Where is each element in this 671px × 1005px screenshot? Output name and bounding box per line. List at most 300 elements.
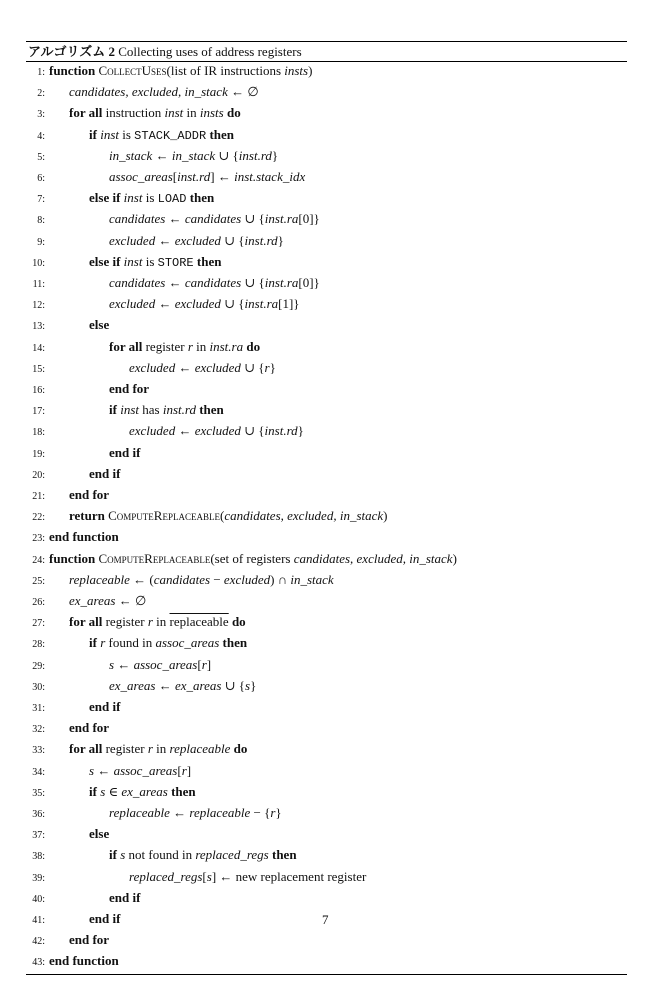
line-content — [89, 698, 120, 716]
line-number: 34: — [32, 766, 45, 778]
line-token: for all — [69, 741, 106, 757]
algorithm-line — [26, 634, 247, 652]
algorithm-line — [26, 316, 109, 334]
algorithm-line — [26, 952, 119, 970]
line-number: 41: — [32, 915, 45, 926]
line-token: instruction — [105, 105, 165, 121]
line-token: } — [277, 232, 284, 248]
line-token: ← — [152, 147, 172, 163]
line-token: function — [49, 63, 99, 78]
line-token: ] — [206, 656, 212, 672]
line-number: 40: — [32, 893, 45, 905]
line-token: ∪ { — [240, 359, 265, 375]
line-token: [1]} — [278, 296, 300, 312]
line-content — [49, 528, 119, 546]
line-token: else — [89, 317, 110, 333]
line-token: excluded — [223, 571, 271, 587]
line-token: register — [145, 338, 188, 354]
line-token: function — [49, 550, 99, 566]
line-token: r — [147, 614, 153, 630]
line-token: ComputeReplaceable — [98, 550, 211, 566]
line-token: inst.rd — [162, 402, 196, 418]
algorithm-line — [26, 846, 297, 864]
line-token: LOAD — [157, 192, 187, 207]
line-token: ∪ { — [221, 677, 246, 693]
line-token: end if — [109, 444, 141, 460]
algorithm-line — [26, 62, 312, 80]
line-token: in — [192, 338, 210, 354]
line-token: inst — [100, 126, 119, 142]
line-number: 6: — [37, 173, 45, 184]
algorithm-block — [26, 41, 627, 969]
line-token: ComputeReplaceable — [108, 508, 220, 524]
line-content — [89, 465, 120, 483]
line-token: ← ∅ — [115, 593, 147, 608]
algorithm-line — [26, 274, 320, 292]
line-token: ∪ { — [220, 232, 245, 248]
line-token: ∪ { — [215, 147, 239, 163]
line-content — [109, 147, 278, 165]
line-content — [109, 846, 297, 864]
algorithm-line — [26, 359, 276, 377]
line-token: end if — [89, 911, 121, 926]
line-token: ex_areas — [69, 593, 116, 608]
line-token: r — [147, 741, 153, 757]
line-token: ← — [114, 656, 134, 672]
line-token: inst.rd — [244, 232, 278, 248]
line-token: inst.ra — [244, 296, 279, 312]
line-content — [109, 274, 320, 292]
line-token: [ — [177, 762, 182, 778]
line-token: assoc_areas — [109, 169, 173, 184]
line-content — [109, 338, 260, 356]
algorithm-line — [26, 868, 366, 886]
line-token: s — [120, 847, 126, 863]
line-token: in_stack — [109, 147, 153, 163]
algorithm-line — [26, 656, 211, 674]
line-token: has — [139, 402, 163, 418]
line-token: excluded — [109, 232, 156, 248]
line-token: s — [245, 677, 251, 693]
line-number: 39: — [32, 872, 45, 884]
line-token: do — [228, 614, 246, 630]
line-token: s — [100, 783, 106, 799]
line-token: ) ∩ — [270, 571, 291, 587]
line-token: r — [201, 656, 207, 672]
line-token: register — [105, 614, 148, 630]
line-token: if — [89, 783, 101, 799]
line-content — [109, 210, 320, 228]
line-token: ] — [186, 762, 192, 778]
algorithm-line — [26, 422, 304, 440]
line-token: ← — [155, 296, 175, 312]
algorithm-line — [26, 338, 260, 356]
algorithm-line — [26, 104, 241, 122]
algorithm-line — [26, 677, 256, 695]
line-token: end for — [109, 381, 150, 396]
line-number: 25: — [32, 575, 45, 587]
line-number: 18: — [32, 427, 45, 439]
line-content — [69, 613, 246, 631]
line-number: 33: — [32, 745, 45, 757]
line-token: ∪ { — [220, 296, 245, 312]
line-number: 23: — [32, 533, 45, 545]
line-token: (set of registers — [210, 550, 294, 566]
line-content — [109, 444, 140, 462]
algorithm-line — [26, 762, 191, 780]
line-content — [89, 316, 109, 334]
line-number: 24: — [32, 554, 45, 566]
line-number: 11: — [32, 279, 45, 290]
line-number: 28: — [32, 639, 45, 651]
line-token: candidates — [153, 571, 211, 587]
line-token: candidates, excluded, in_stack — [69, 84, 228, 100]
line-content — [109, 380, 149, 398]
line-token: ← ( — [129, 571, 154, 587]
line-token: return — [69, 508, 109, 524]
line-token: replaceable — [169, 741, 231, 757]
algorithm-line — [26, 804, 282, 822]
line-token: r — [181, 762, 187, 778]
line-content — [109, 232, 284, 250]
line-token: ← — [165, 211, 185, 227]
line-token: [0]} — [298, 211, 320, 227]
line-token: inst — [123, 190, 143, 206]
line-content — [89, 825, 109, 843]
line-token: end function — [49, 953, 119, 969]
line-number: 7: — [37, 194, 45, 206]
line-token: excluded — [194, 423, 241, 439]
algorithm-line — [26, 126, 234, 144]
line-token: [ — [197, 656, 202, 672]
line-token: excluded — [129, 423, 176, 439]
line-token: if — [89, 635, 101, 651]
algorithm-line — [26, 232, 284, 250]
algorithm-line — [26, 380, 149, 398]
line-token: in — [183, 105, 200, 121]
line-token: do — [230, 741, 248, 757]
page-number: 7 — [322, 912, 329, 927]
line-token: ← — [175, 359, 195, 375]
line-number: 5: — [37, 151, 45, 163]
line-token: in — [152, 614, 170, 630]
line-number: 12: — [32, 300, 45, 312]
line-token: ex_areas — [121, 783, 168, 799]
line-token: end for — [69, 720, 110, 736]
line-token: insts — [284, 63, 309, 78]
line-token: ← — [175, 423, 195, 439]
line-token: else — [89, 826, 110, 842]
line-token: candidates — [184, 211, 242, 227]
line-content — [89, 783, 196, 801]
line-token: in — [152, 741, 170, 757]
algorithm-line — [26, 401, 224, 419]
line-number: 26: — [32, 597, 45, 608]
line-token: } — [250, 677, 257, 693]
line-token: do — [223, 105, 241, 121]
line-token: if — [89, 126, 101, 142]
line-token: inst.rd — [264, 423, 298, 439]
line-content — [89, 762, 191, 780]
line-number: 1: — [37, 67, 45, 78]
line-number: 16: — [32, 385, 45, 396]
line-token: if — [109, 847, 121, 863]
line-token: then — [186, 190, 215, 206]
line-number: 3: — [37, 109, 45, 121]
algorithm-line — [26, 210, 320, 228]
line-token: replaced_regs — [129, 868, 203, 884]
algorithm-line — [26, 613, 246, 631]
line-content — [69, 740, 247, 758]
line-content — [129, 868, 366, 886]
algorithm-line — [26, 253, 221, 271]
line-token: excluded — [109, 296, 156, 312]
line-token: found in — [105, 635, 156, 651]
line-content — [89, 634, 247, 652]
line-number: 22: — [32, 512, 45, 524]
line-content — [49, 952, 119, 970]
line-token: ∪ { — [241, 211, 265, 227]
algorithm-line — [26, 507, 388, 525]
line-token: candidates, excluded, in_stack — [224, 508, 384, 524]
line-token: else if — [89, 253, 124, 269]
line-token: register — [105, 741, 148, 757]
line-content — [129, 359, 276, 377]
line-token: is — [142, 253, 158, 269]
line-number: 38: — [32, 851, 45, 863]
line-token: inst — [164, 105, 184, 121]
line-number: 21: — [32, 491, 45, 502]
algorithm-line — [26, 889, 140, 907]
line-token: s — [206, 868, 212, 884]
line-number: 2: — [37, 88, 45, 100]
algorithm-line — [26, 189, 214, 207]
line-token: inst.rd — [177, 169, 211, 184]
line-content — [109, 656, 211, 674]
line-token: candidates — [109, 211, 166, 227]
line-token: ← — [165, 275, 185, 290]
line-token: ← — [169, 805, 190, 820]
line-number: 31: — [32, 703, 45, 714]
line-number: 35: — [32, 787, 45, 799]
line-token: end if — [89, 699, 121, 714]
line-token: } — [275, 805, 282, 820]
line-token: ex_areas — [109, 677, 156, 693]
algorithm-line — [26, 83, 259, 101]
line-content — [109, 401, 224, 419]
line-token: replaceable — [109, 805, 170, 820]
line-content — [89, 253, 221, 272]
line-token: candidates — [184, 275, 242, 290]
line-token: excluded — [129, 359, 176, 375]
line-token: ← — [94, 762, 114, 778]
line-token: end if — [109, 889, 141, 905]
line-token: end if — [89, 465, 121, 481]
line-token: } — [297, 423, 304, 439]
line-number: 13: — [32, 321, 45, 333]
line-content — [69, 83, 259, 101]
line-token: in_stack — [290, 571, 334, 587]
line-token: then — [167, 783, 196, 799]
line-token: ← — [155, 232, 175, 248]
line-content — [69, 931, 109, 949]
algorithm-line — [26, 147, 278, 165]
line-token: ∪ { — [241, 275, 265, 290]
line-number: 19: — [32, 448, 45, 460]
line-number: 14: — [32, 342, 45, 354]
line-number: 29: — [32, 660, 45, 672]
line-content — [129, 422, 304, 440]
line-token: not found in — [125, 847, 196, 863]
algorithm-line — [26, 528, 119, 546]
algorithm-line — [26, 740, 247, 758]
line-token: ) — [308, 63, 313, 78]
line-token: CollectUses — [98, 63, 167, 78]
line-token: inst.stack_idx — [234, 169, 306, 184]
line-number: 36: — [32, 809, 45, 820]
line-token: } — [271, 147, 279, 163]
line-token: excluded — [194, 359, 241, 375]
line-token: is — [142, 190, 158, 206]
bottom-rule — [26, 974, 627, 975]
line-token: inst — [120, 402, 139, 418]
line-number: 4: — [37, 130, 45, 142]
algorithm-line — [26, 719, 109, 737]
line-token: for all — [69, 614, 106, 630]
line-token: ) — [452, 550, 457, 566]
line-content — [89, 126, 234, 145]
line-number: 30: — [32, 681, 45, 693]
line-content — [49, 62, 312, 80]
line-content — [109, 677, 256, 695]
line-token: replaceable — [69, 571, 130, 587]
line-content — [89, 910, 120, 928]
line-content — [109, 804, 282, 822]
line-content — [69, 719, 109, 737]
line-token: for all — [109, 338, 146, 354]
line-token: candidates, excluded, in_stack — [293, 550, 453, 566]
line-token: is — [119, 126, 135, 142]
line-token: then — [193, 253, 222, 269]
line-token: else if — [89, 190, 124, 206]
algorithm-line — [26, 592, 146, 610]
line-content — [69, 592, 146, 610]
algorithm-label: アルゴリズム 2 — [28, 44, 115, 59]
line-token: inst.rd — [238, 147, 272, 163]
line-token: (list of IR instructions — [166, 63, 285, 78]
line-token: replaceable — [189, 805, 251, 820]
algorithm-line — [26, 783, 196, 801]
line-token: then — [219, 635, 248, 651]
line-token: ← — [155, 677, 175, 693]
line-content — [109, 168, 305, 186]
line-number: 8: — [37, 215, 45, 227]
line-token: ] ← new replacement register — [211, 868, 367, 884]
line-token: ∈ — [105, 783, 122, 799]
line-number: 43: — [32, 957, 45, 969]
algorithm-line — [26, 571, 334, 589]
algorithm-line — [26, 698, 120, 716]
line-number: 27: — [32, 618, 45, 630]
algorithm-line — [26, 825, 109, 843]
algorithm-line — [26, 295, 300, 313]
line-token: ) — [383, 508, 388, 524]
line-number: 17: — [32, 406, 45, 418]
line-token: − — [210, 571, 224, 587]
line-token: inst — [123, 253, 143, 269]
line-token: in_stack — [171, 147, 216, 163]
algorithm-caption — [26, 42, 627, 61]
line-content — [69, 104, 241, 122]
algorithm-line — [26, 486, 109, 504]
line-token: replaceable — [169, 614, 229, 630]
algorithm-line — [26, 168, 305, 186]
line-number: 10: — [32, 257, 45, 269]
line-token: then — [206, 126, 234, 142]
line-token: then — [268, 847, 297, 863]
line-token: [ — [172, 169, 178, 184]
line-token: r — [187, 338, 193, 354]
line-content — [69, 486, 109, 504]
line-token: ( — [219, 508, 225, 524]
algorithm-line — [26, 550, 457, 568]
algorithm-line — [26, 444, 140, 462]
line-token: end function — [49, 529, 119, 545]
line-number: 20: — [32, 469, 45, 481]
line-token: if — [109, 402, 121, 418]
line-token: [ — [202, 868, 207, 884]
line-token: s — [89, 762, 95, 778]
line-token: ← ∅ — [227, 84, 259, 100]
algorithm-title: Collecting uses of address registers — [118, 44, 302, 59]
line-token: excluded — [174, 296, 221, 312]
line-token: r — [100, 635, 106, 651]
line-token: inst.ra — [209, 338, 244, 354]
line-token: ex_areas — [174, 677, 222, 693]
line-token: − { — [250, 805, 271, 820]
line-token: inst.ra — [264, 275, 299, 290]
line-token: ∪ { — [240, 423, 265, 439]
line-content — [89, 189, 214, 208]
line-number: 37: — [32, 830, 45, 842]
line-number: 32: — [32, 724, 45, 736]
line-token: end for — [69, 932, 110, 948]
line-token: r — [264, 359, 270, 375]
line-token: s — [109, 656, 115, 672]
line-token: inst.ra — [264, 211, 299, 227]
line-number: 9: — [37, 236, 45, 248]
line-token: [0]} — [298, 275, 320, 290]
line-content — [49, 550, 457, 568]
line-content — [69, 571, 334, 589]
algorithm-line — [26, 931, 109, 949]
line-token: STORE — [157, 255, 194, 270]
line-token: then — [195, 402, 224, 418]
line-token: r — [270, 805, 276, 820]
line-token: STACK_ADDR — [134, 128, 207, 143]
line-token: do — [243, 338, 261, 354]
line-token: assoc_areas — [113, 762, 178, 778]
line-content — [109, 889, 140, 907]
algorithm-line — [26, 910, 120, 928]
line-number: 15: — [32, 363, 45, 375]
line-token: for all — [69, 105, 106, 121]
line-token: ] ← — [210, 169, 235, 184]
line-token: replaced_regs — [195, 847, 269, 863]
line-content — [69, 507, 388, 525]
line-token: } — [269, 359, 276, 375]
line-token: excluded — [174, 232, 221, 248]
